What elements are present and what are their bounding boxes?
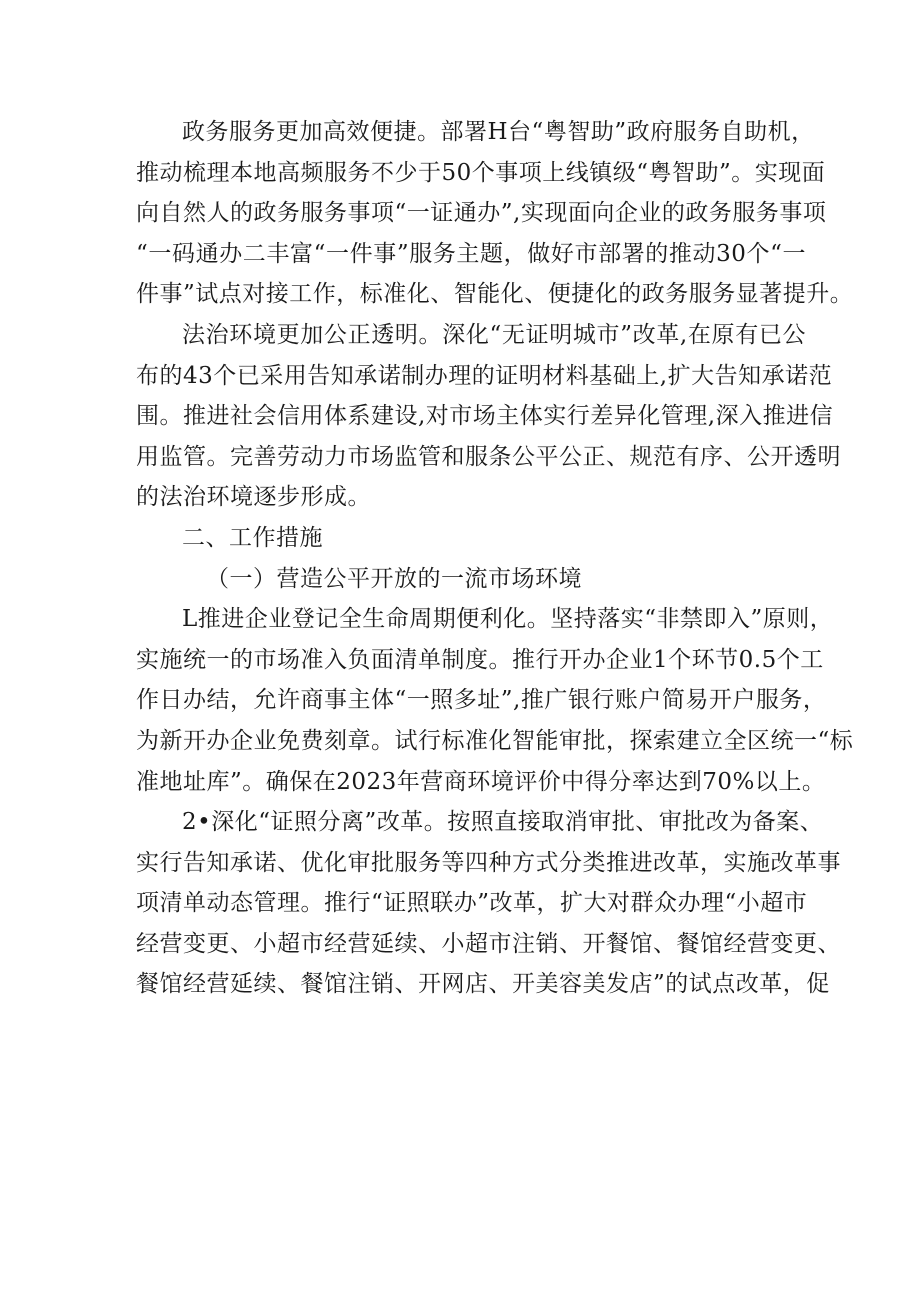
heading-text: 二、工作措施 bbox=[182, 524, 323, 551]
text-line: 2•深化“证照分离”改革。按照直接取消审批、审批改为备案、 bbox=[182, 809, 824, 836]
text-line: 法治环境更加公正透明。深化“无证明城市”改革,在原有已公 bbox=[182, 321, 806, 348]
document-body bbox=[136, 112, 854, 1005]
subsection-heading-market-environment bbox=[136, 559, 806, 600]
text-line: 布的43个已采用告知承诺制办理的证明材料基础上,扩大告知承诺范 bbox=[136, 362, 833, 389]
text-line: 件事”试点对接工作，标准化、智能化、便捷化的政务服务显著提升。 bbox=[136, 281, 854, 308]
paragraph-item-2 bbox=[136, 802, 841, 1005]
text-line: 用监管。完善劳动力市场监管和服条公平公正、规范有序、公开透明 bbox=[136, 443, 841, 470]
text-line: 向自然人的政务服务事项“一证通办”,实现面向企业的政务服务事项 bbox=[136, 200, 827, 227]
text-line: 实施统一的市场准入负面清单制度。推行开办企业1个环节0.5个工 bbox=[136, 646, 824, 673]
text-line: 作日办结，允许商事主体“一照多址”,推广银行账户简易开户服务， bbox=[136, 687, 827, 714]
text-line: 的法治环境逐步形成。 bbox=[136, 484, 371, 511]
text-line: “一码通办二丰富“一件事”服务主题，做好市部署的推动30个“一 bbox=[136, 240, 806, 267]
paragraph-government-services bbox=[136, 112, 854, 315]
text-line: 准地址库”。确保在2023年营商环境评价中得分率达到70%以上。 bbox=[136, 768, 826, 795]
text-line: 经营变更、小超市经营延续、小超市注销、开餐馆、餐馆经营变更、 bbox=[136, 930, 841, 957]
text-line: 餐馆经营延续、餐馆注销、开网店、开美容美发店”的试点改革，促 bbox=[136, 971, 830, 998]
paragraph-item-1 bbox=[136, 599, 854, 802]
section-heading-work-measures bbox=[136, 518, 806, 559]
text-line: 项清单动态管理。推行“证照联办”改革，扩大对群众办理“小超市 bbox=[136, 890, 808, 917]
text-line: 实行告知承诺、优化审批服务等四种方式分类推进改革，实施改革事 bbox=[136, 849, 841, 876]
text-line: 推动梳理本地高频服务不少于50个事项上线镇级“粤智助”。实现面 bbox=[136, 159, 826, 186]
text-line: 政务服务更加高效便捷。部署H台“粤智助”政府服务自助机， bbox=[182, 119, 815, 145]
text-line: L推进企业登记全生命周期便利化。坚持落实“非禁即入”原则， bbox=[182, 606, 834, 633]
text-line: 为新开办企业免费刻章。试行标准化智能审批，探索建立全区统一“标 bbox=[136, 727, 854, 754]
subheading-text: （一）营造公平开放的一流市场环境 bbox=[206, 565, 582, 592]
text-line: 围。推进社会信用体系建设,对市场主体实行差异化管理,深入推进信 bbox=[136, 403, 834, 430]
paragraph-legal-environment bbox=[136, 315, 841, 518]
